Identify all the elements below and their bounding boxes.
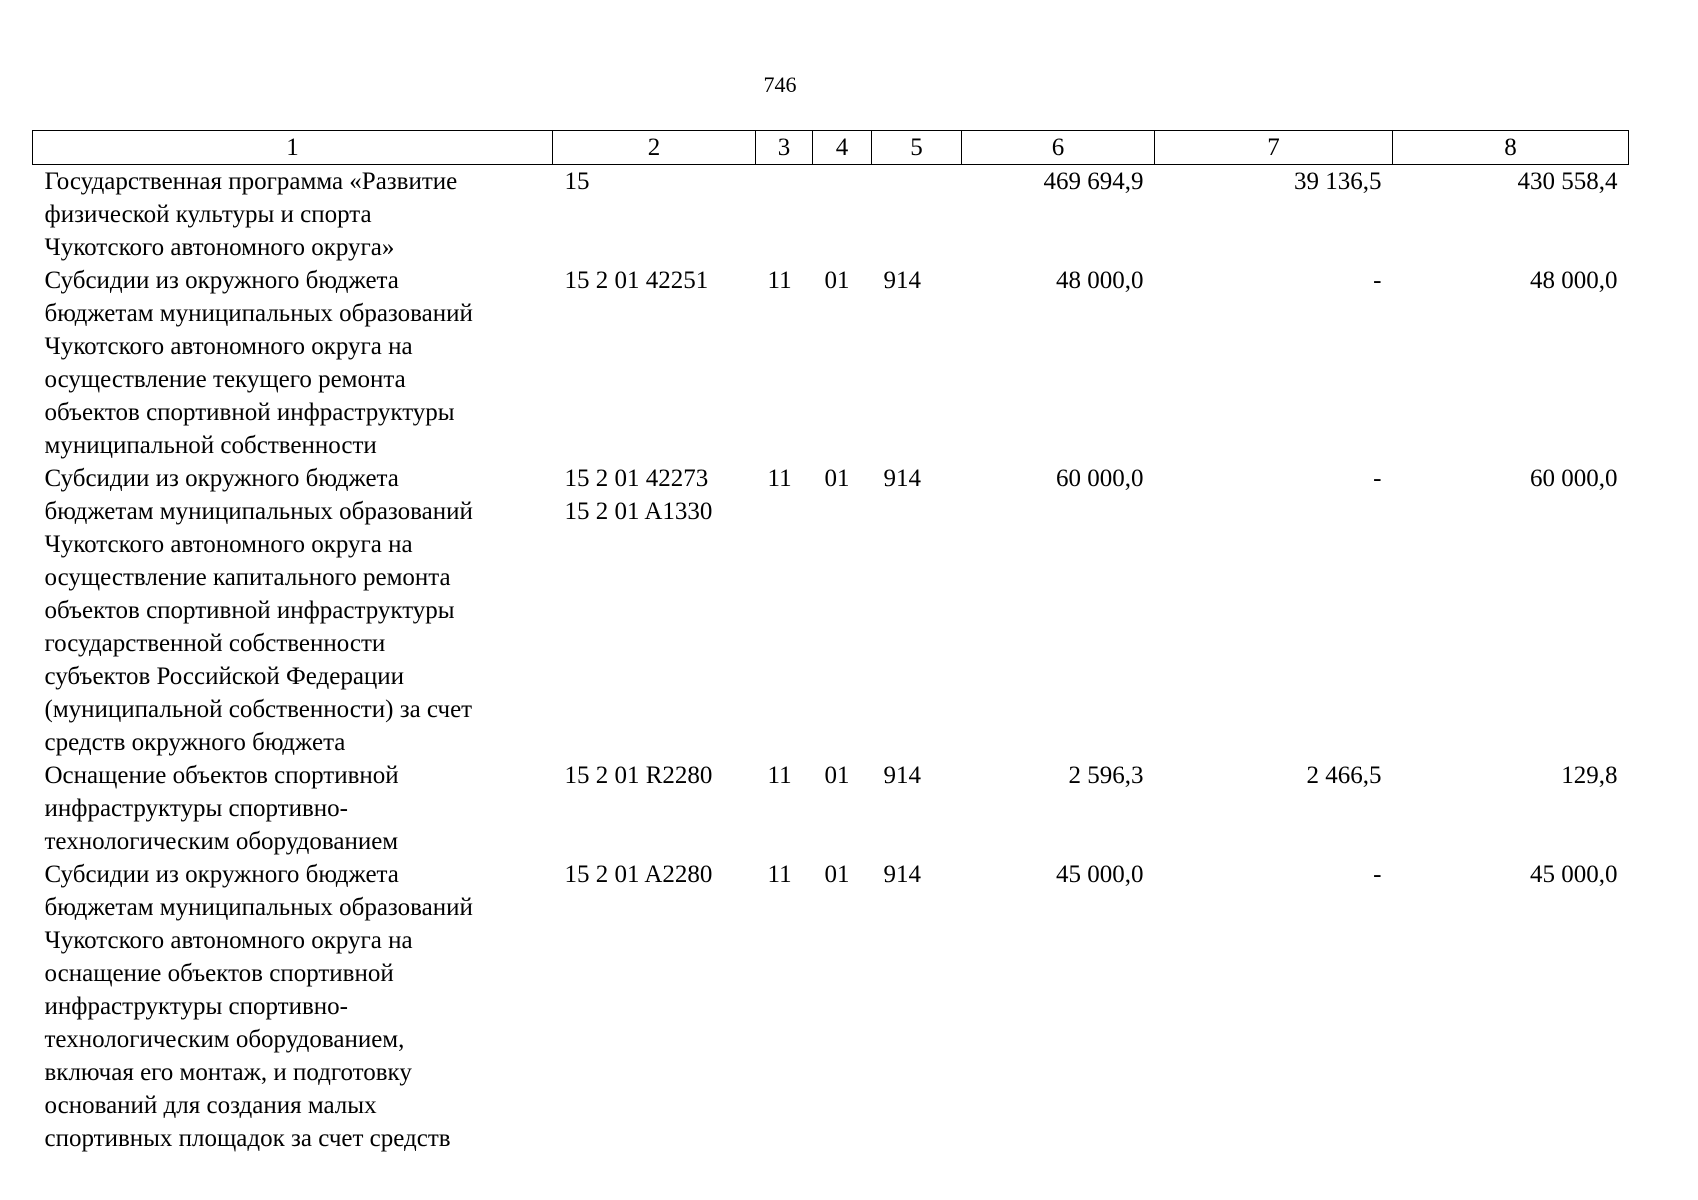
header-cell-4: 4 (813, 131, 872, 165)
row-code (553, 858, 756, 1155)
row-subsection: 01 (824, 465, 850, 492)
row-amount-total: 469 694,9 (1043, 168, 1144, 195)
header-cell-5: 5 (872, 131, 962, 165)
row-amount-regional: 430 558,4 (1517, 168, 1618, 195)
row-code-line: 15 2 01 R2280 (564, 762, 713, 789)
row-amount-federal: - (1373, 465, 1382, 492)
table-row (33, 462, 1629, 759)
row-expense-type (872, 165, 962, 265)
row-amount-total: 60 000,0 (1056, 465, 1144, 492)
row-name (33, 858, 553, 1155)
row-name-line: Субсидии из окружного бюджета (44, 861, 399, 888)
row-expense-type: 914 (883, 267, 921, 294)
row-name-line: Чукотского автономного округа на (44, 531, 413, 558)
row-name-line: Чукотского автономного округа на (44, 927, 413, 954)
row-name (33, 165, 553, 265)
row-amount-regional: 45 000,0 (1530, 861, 1618, 888)
header-cell-2: 2 (553, 131, 756, 165)
row-name-line: Государственная программа «Развитие (44, 168, 458, 195)
row-amount-federal: - (1373, 861, 1382, 888)
row-section: 11 (767, 762, 792, 789)
row-subsection: 01 (824, 861, 850, 888)
row-name-line: Чукотского автономного округа на (44, 333, 413, 360)
row-subsection (813, 165, 872, 265)
row-name-line: Субсидии из окружного бюджета (44, 465, 399, 492)
row-code (553, 462, 756, 759)
row-code-line: 15 2 01 A1330 (564, 498, 713, 525)
row-amount-regional: 129,8 (1561, 762, 1618, 789)
row-name-line: осуществление капитального ремонта (44, 564, 451, 591)
row-code-line: 15 2 01 42251 (564, 267, 709, 294)
header-row (33, 131, 1629, 165)
page-number: 746 (763, 72, 797, 97)
row-name-line: Оснащение объектов спортивной (44, 762, 399, 789)
header-cell-3: 3 (756, 131, 813, 165)
row-name-line: государственной собственности (44, 630, 386, 657)
row-amount-federal: 2 466,5 (1306, 762, 1382, 789)
row-name-line: муниципальной собственности (44, 432, 377, 459)
row-name-line: бюджетам муниципальных образований (44, 894, 473, 921)
row-name-line: Субсидии из окружного бюджета (44, 267, 399, 294)
row-name-line: технологическим оборудованием, (44, 1026, 405, 1053)
row-name-line: средств окружного бюджета (44, 729, 346, 756)
table-row (33, 165, 1629, 265)
header-cell-7: 7 (1155, 131, 1393, 165)
row-expense-type: 914 (883, 762, 921, 789)
row-name-line: бюджетам муниципальных образований (44, 498, 473, 525)
row-name-line: объектов спортивной инфраструктуры (44, 399, 455, 426)
row-name (33, 264, 553, 462)
row-name-line: объектов спортивной инфраструктуры (44, 597, 455, 624)
row-name-line: осуществление текущего ремонта (44, 366, 406, 393)
row-code-line: 15 2 01 42273 (564, 465, 709, 492)
row-code (553, 264, 756, 462)
row-name-line: оснований для создания малых (44, 1092, 377, 1119)
row-expense-type: 914 (883, 861, 921, 888)
row-code (553, 759, 756, 858)
table-row (33, 858, 1629, 1155)
row-amount-regional: 60 000,0 (1530, 465, 1618, 492)
row-code-line: 15 2 01 A2280 (564, 861, 713, 888)
row-name-line: инфраструктуры спортивно- (44, 993, 348, 1020)
row-name-line: спортивных площадок за счет средств (44, 1125, 451, 1152)
row-subsection: 01 (824, 762, 850, 789)
row-name-line: оснащение объектов спортивной (44, 960, 394, 987)
row-expense-type: 914 (883, 465, 921, 492)
header-cell-1: 1 (33, 131, 553, 165)
row-name-line: инфраструктуры спортивно- (44, 795, 348, 822)
row-section: 11 (767, 861, 792, 888)
row-code (553, 165, 756, 265)
row-name (33, 462, 553, 759)
row-code-line: 15 (564, 168, 590, 195)
row-amount-total: 48 000,0 (1056, 267, 1144, 294)
budget-table (32, 130, 1629, 1155)
row-name-line: бюджетам муниципальных образований (44, 300, 473, 327)
row-section (756, 165, 813, 265)
row-name-line: включая его монтаж, и подготовку (44, 1059, 412, 1086)
row-name-line: субъектов Российской Федерации (44, 663, 405, 690)
table-row (33, 759, 1629, 858)
row-name-line: (муниципальной собственности) за счет (44, 696, 473, 723)
row-name-line: технологическим оборудованием (44, 828, 399, 855)
header-cell-6: 6 (962, 131, 1155, 165)
row-section: 11 (767, 267, 792, 294)
table-row (33, 264, 1629, 462)
row-name-line: Чукотского автономного округа» (44, 234, 395, 261)
row-amount-total: 45 000,0 (1056, 861, 1144, 888)
table-body (33, 165, 1629, 1156)
row-name (33, 759, 553, 858)
row-amount-federal: 39 136,5 (1294, 168, 1382, 195)
row-amount-federal: - (1373, 267, 1382, 294)
row-amount-regional: 48 000,0 (1530, 267, 1618, 294)
row-section: 11 (767, 465, 792, 492)
row-name-line: физической культуры и спорта (44, 201, 372, 228)
row-subsection: 01 (824, 267, 850, 294)
row-amount-total: 2 596,3 (1068, 762, 1144, 789)
header-cell-8: 8 (1393, 131, 1629, 165)
